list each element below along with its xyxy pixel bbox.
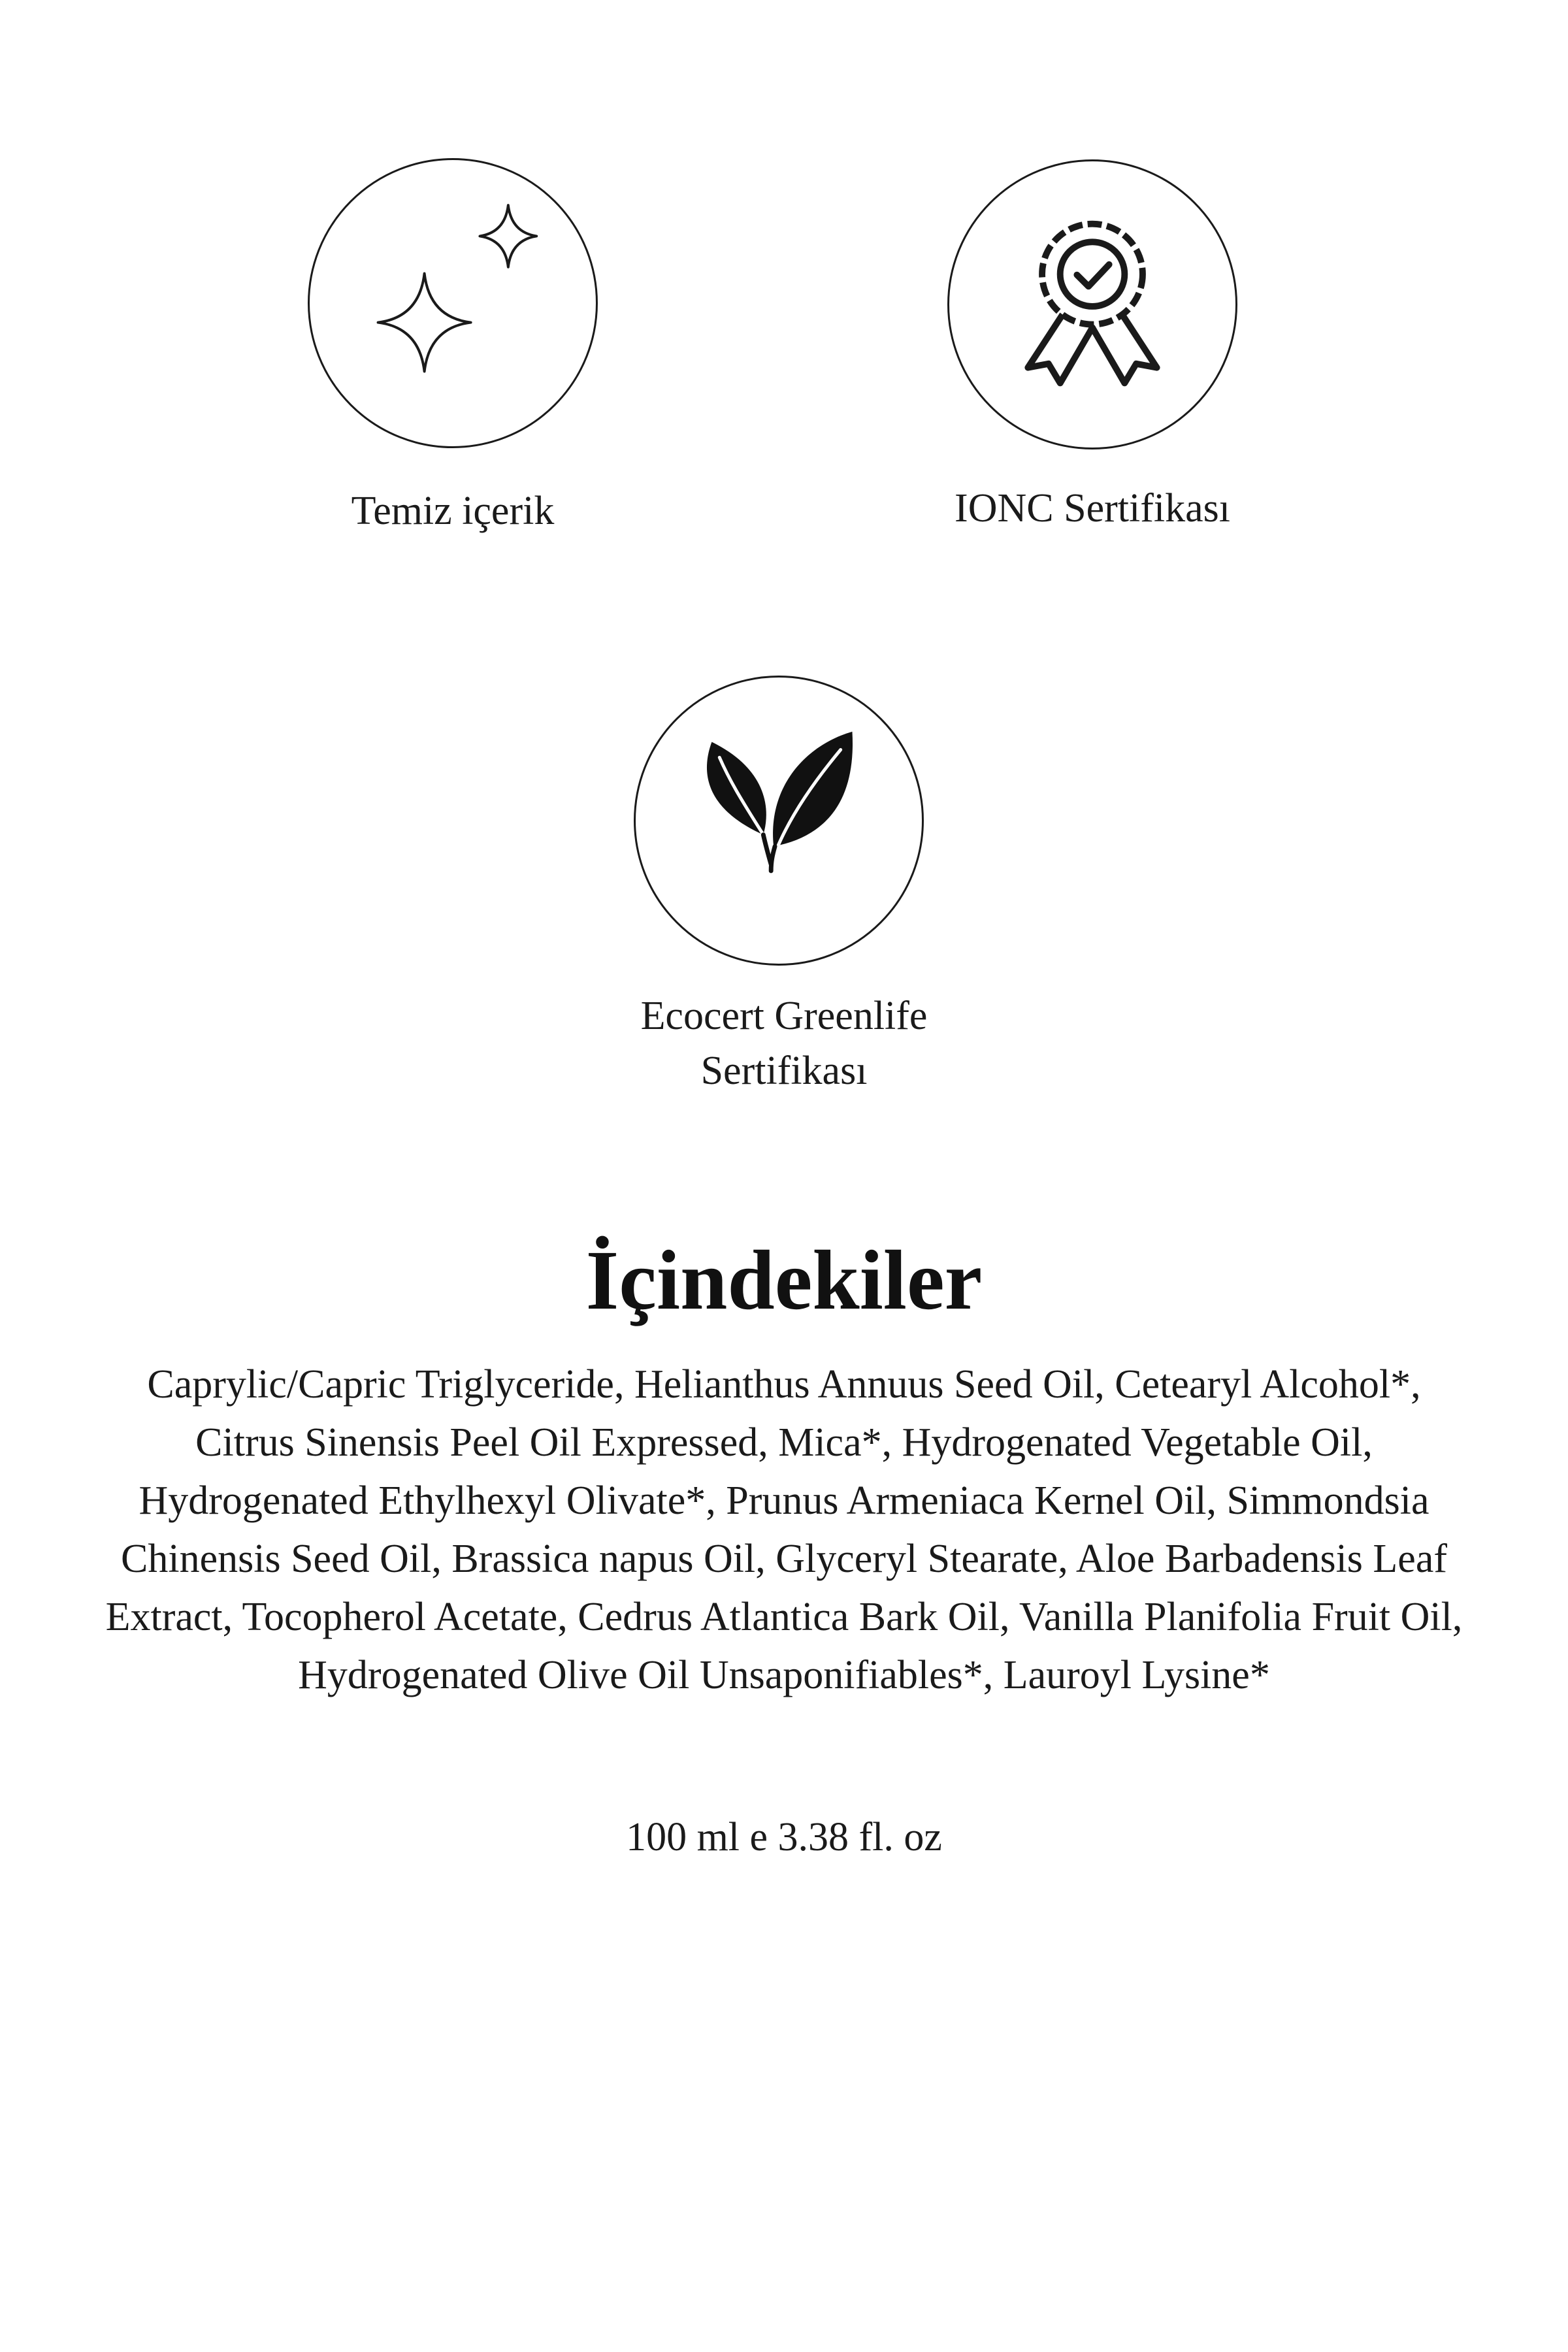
volume-label: 100 ml e 3.38 fl. oz — [626, 1815, 942, 1859]
badge-label-line: Temiz içerik — [351, 489, 555, 533]
clean-ingredients-label — [289, 483, 616, 538]
clean-ingredients-badge — [308, 158, 598, 448]
leaves-icon — [636, 678, 922, 964]
ecocert-certificate-label — [562, 988, 1006, 1098]
ionc-certificate-label — [903, 481, 1282, 536]
badge-label-line: Ecocert Greenlife — [640, 994, 928, 1038]
ionc-certificate-badge — [947, 159, 1237, 449]
badge-label-line: IONC Sertifikası — [955, 486, 1230, 531]
award-ribbon-icon — [949, 161, 1235, 448]
ingredients-title: İçindekiler — [585, 1233, 983, 1328]
ecocert-certificate-badge — [634, 676, 924, 966]
ingredients-list: Caprylic/Capric Triglyceride, Helianthus Annuus Seed Oil, Cetearyl Alcohol*, Citrus Sinensis Peel Oil Expressed, Mica*, Hydrogenated Vegetable Oil, Hydrogenated Ethylhexyl Olivate*, Prunus Armeniaca Kernel Oil, Simmondsia Chinensis Seed Oil, Brassica napus Oil, Glyceryl Stearate, Aloe Barbadensis Leaf Extract, Tocopherol Acetate, Cedrus Atlantica Bark Oil, Vanilla Planifolia Fruit Oil, Hydrogenated Olive Oil Unsaponifiables*, Lauroyl Lysine* — [105, 1362, 1463, 1697]
sparkles-icon — [310, 160, 596, 446]
badge-label-line: Sertifikası — [700, 1049, 868, 1093]
